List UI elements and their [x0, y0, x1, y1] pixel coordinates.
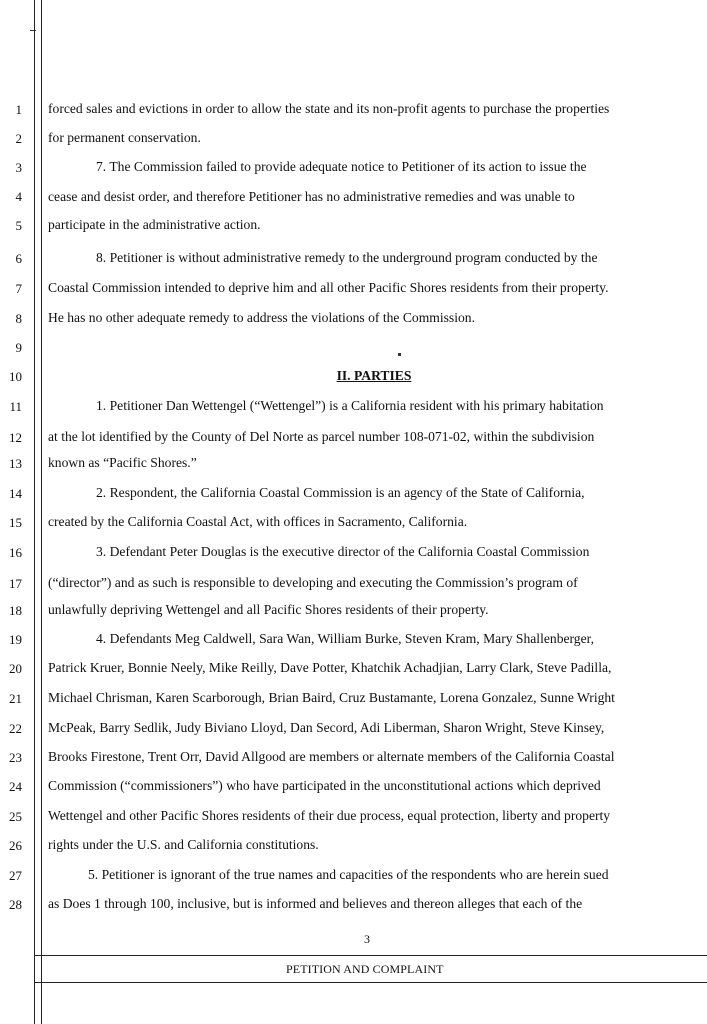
- text-line: forced sales and evictions in order to allow the state and its non-profit agents to purchase the properties: [48, 101, 610, 116]
- line-number: 6: [15, 251, 22, 266]
- text-line: 4. Defendants Meg Caldwell, Sara Wan, William Burke, Steven Kram, Mary Shallenberger,: [96, 631, 595, 646]
- line-number: 7: [15, 281, 22, 296]
- text-line: Brooks Firestone, Trent Orr, David Allgood are members or alternate members of the California Coastal: [48, 749, 615, 764]
- text-line: He has no other adequate remedy to address the violations of the Commission.: [48, 310, 475, 325]
- text-line: Commission (“commissioners”) who have participated in the unconstitutional actions which deprived: [48, 778, 601, 793]
- line-number: 24: [9, 779, 22, 794]
- line-number: 11: [9, 399, 22, 414]
- line-number: 10: [9, 369, 22, 384]
- line-number: 5: [15, 218, 22, 233]
- stray-mark: [398, 353, 401, 356]
- text-line: unlawfully depriving Wettengel and all Pacific Shores residents of their property.: [48, 602, 489, 617]
- text-line: rights under the U.S. and California constitutions.: [48, 837, 319, 852]
- line-number: 26: [9, 838, 22, 853]
- line-number: 1: [15, 102, 22, 117]
- text-line: Wettengel and other Pacific Shores residents of their due process, equal protection, liberty and property: [48, 808, 611, 823]
- line-number: 16: [9, 545, 22, 560]
- text-line: 5. Petitioner is ignorant of the true names and capacities of the respondents who are herein sued: [88, 867, 609, 882]
- text-line: at the lot identified by the County of Del Norte as parcel number 108-071-02, within the subdivision: [48, 429, 595, 444]
- text-line: Patrick Kruer, Bonnie Neely, Mike Reilly, Dave Potter, Khatchik Achadjian, Larry Clark, Steve Padilla,: [48, 660, 612, 675]
- line-number: 21: [9, 691, 22, 706]
- text-line: for permanent conservation.: [48, 130, 201, 145]
- text-line: 1. Petitioner Dan Wettengel (“Wettengel”) is a California resident with his primary habitation: [96, 398, 604, 413]
- text-line: participate in the administrative action.: [48, 217, 261, 232]
- line-number: 4: [15, 189, 22, 204]
- line-number: 8: [15, 311, 22, 326]
- line-number: 27: [9, 868, 22, 883]
- line-number: 12: [9, 430, 22, 445]
- section-heading: II. PARTIES: [336, 368, 412, 383]
- text-line: Michael Chrisman, Karen Scarborough, Brian Baird, Cruz Bustamante, Lorena Gonzalez, Sunne Wright: [48, 690, 615, 705]
- text-line: cease and desist order, and therefore Petitioner has no administrative remedies and was unable to: [48, 189, 575, 204]
- line-number: 3: [15, 160, 22, 175]
- page-number: 3: [364, 932, 370, 946]
- line-number: 2: [15, 131, 22, 146]
- footer-rule-bottom: [34, 982, 707, 983]
- line-number: 23: [9, 750, 22, 765]
- text-line: 8. Petitioner is without administrative remedy to the underground program conducted by the: [96, 250, 598, 265]
- line-number: 15: [9, 515, 22, 530]
- margin-tick-mark: [30, 30, 36, 31]
- left-margin-rule: [34, 0, 35, 1024]
- line-number: 22: [9, 721, 22, 736]
- line-number: 20: [9, 661, 22, 676]
- line-number: 14: [9, 486, 22, 501]
- line-number: 9: [15, 340, 22, 355]
- footer-title: PETITION AND COMPLAINT: [286, 962, 444, 976]
- text-line: 2. Respondent, the California Coastal Commission is an agency of the State of California,: [96, 485, 585, 500]
- left-margin-rule-inner: [41, 0, 42, 1024]
- text-line: (“director”) and as such is responsible to developing and executing the Commission’s program of: [48, 575, 578, 590]
- line-number: 25: [9, 809, 22, 824]
- text-line: 7. The Commission failed to provide adequate notice to Petitioner of its action to issue the: [96, 159, 587, 174]
- line-number: 17: [9, 576, 22, 591]
- line-number: 28: [9, 897, 22, 912]
- line-number: 13: [9, 456, 22, 471]
- text-line: created by the California Coastal Act, with offices in Sacramento, California.: [48, 514, 468, 529]
- footer-rule-top: [34, 955, 707, 956]
- text-line: as Does 1 through 100, inclusive, but is informed and believes and thereon alleges that each of the: [48, 896, 583, 911]
- text-line: Coastal Commission intended to deprive him and all other Pacific Shores residents from their property.: [48, 280, 609, 295]
- text-line: McPeak, Barry Sedlik, Judy Biviano Lloyd, Dan Secord, Adi Liberman, Sharon Wright, Steve Kinsey,: [48, 720, 605, 735]
- text-line: known as “Pacific Shores.”: [48, 455, 197, 470]
- text-line: 3. Defendant Peter Douglas is the executive director of the California Coastal Commission: [96, 544, 590, 559]
- line-number: 19: [9, 632, 22, 647]
- line-number: 18: [9, 603, 22, 618]
